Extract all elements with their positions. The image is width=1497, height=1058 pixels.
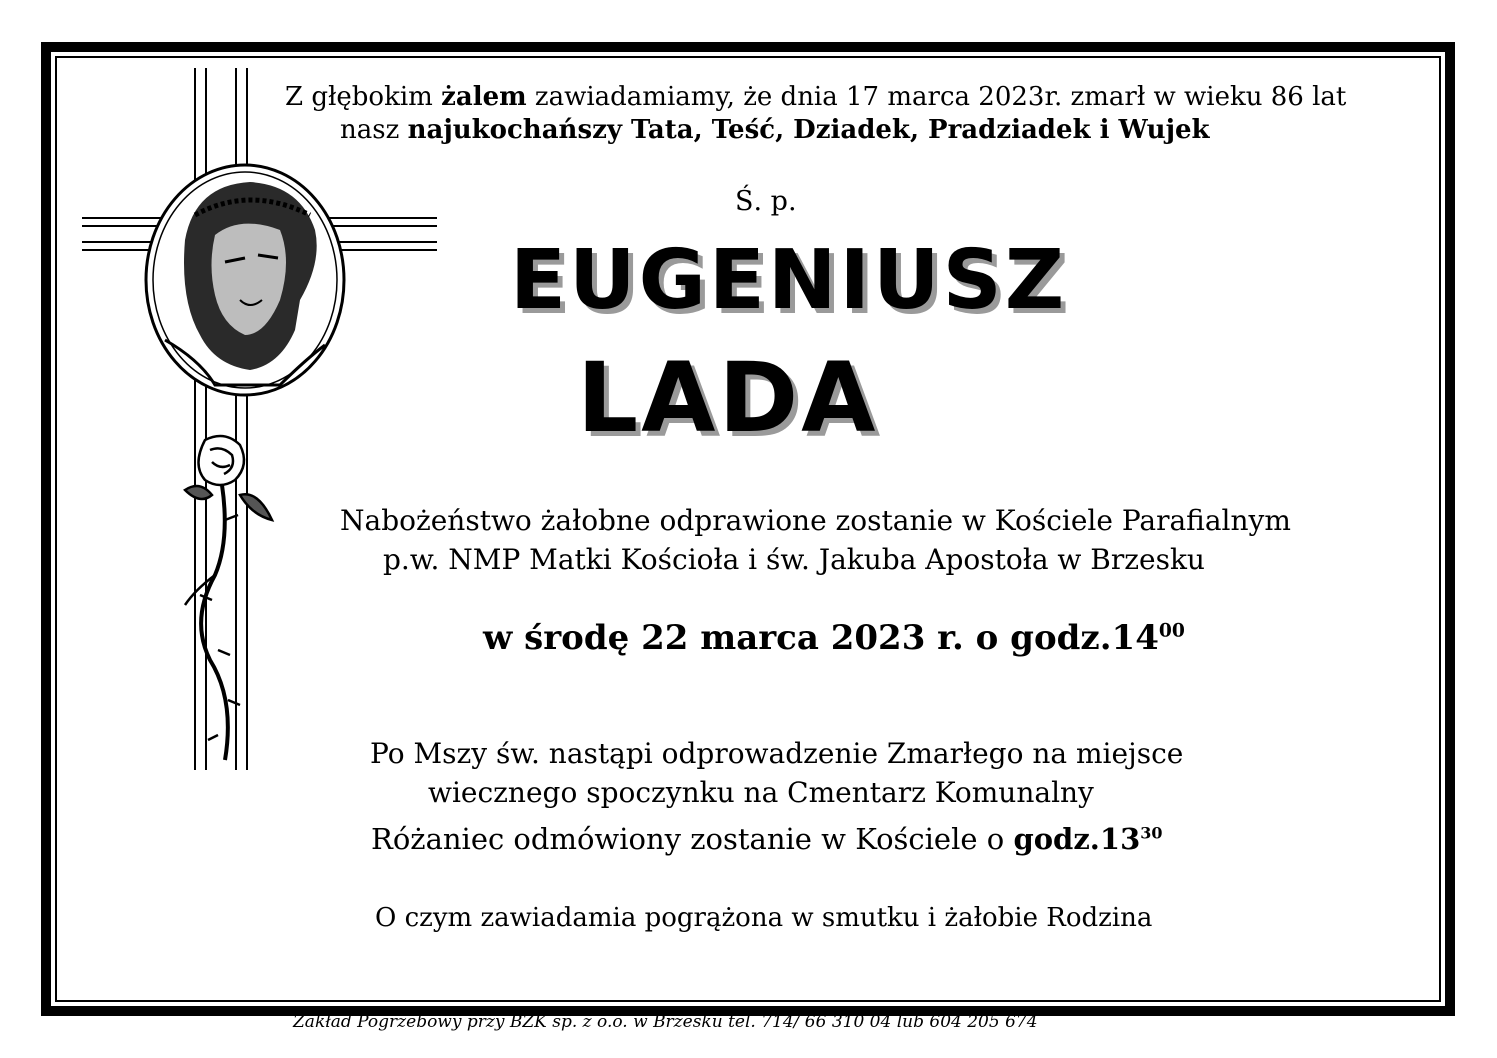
- first-name: EUGENIUSZ: [510, 233, 1068, 328]
- last-name: LADA: [577, 342, 879, 454]
- sp-abbreviation: Ś. p.: [735, 186, 797, 217]
- intro-line-1: [285, 84, 1346, 110]
- church-line-2: p.w. NMP Matki Kościoła i św. Jakuba Apostoła w Brzesku: [383, 543, 1205, 576]
- rosary-text: Różaniec odmówiony zostanie w Kościele o: [371, 822, 1014, 856]
- rosary-line: [371, 822, 1163, 856]
- intro-line-2-start: nasz: [340, 115, 408, 145]
- intro-line-2: [340, 117, 1210, 143]
- intro-line-1-start: Z głębokim: [285, 82, 442, 112]
- funeral-date-main: w środę 22 marca 2023 r. o godz.14: [483, 618, 1159, 658]
- church-line-1: Nabożeństwo żałobne odprawione zostanie w Kościele Parafialnym: [340, 504, 1291, 537]
- rose-icon: [185, 436, 272, 760]
- funeral-date: [483, 618, 1185, 658]
- mass-line-1: Po Mszy św. nastąpi odprowadzenie Zmarłego na miejsce: [370, 737, 1184, 770]
- funeral-home-footer: Zakład Pogrzebowy przy BZK sp. z o.o. w Brzesku tel. 714/ 66 310 04 lub 604 205 674: [293, 1012, 1038, 1032]
- intro-line-1-bold: żalem: [441, 82, 527, 112]
- funeral-date-minutes: 00: [1158, 619, 1185, 642]
- rosary-minutes: 30: [1140, 823, 1163, 843]
- portrait-medallion-icon: [146, 165, 344, 395]
- intro-line-1-end: zawiadamiamy, że dnia 17 marca 2023r. zmarł w wieku 86 lat: [526, 82, 1347, 112]
- mass-line-2: wiecznego spoczynku na Cmentarz Komunalny: [428, 776, 1094, 809]
- rosary-time: godz.13: [1013, 822, 1141, 856]
- family-line: O czym zawiadamia pogrążona w smutku i żałobie Rodzina: [375, 903, 1153, 933]
- relations-list: najukochańszy Tata, Teść, Dziadek, Pradziadek i Wujek: [407, 115, 1210, 145]
